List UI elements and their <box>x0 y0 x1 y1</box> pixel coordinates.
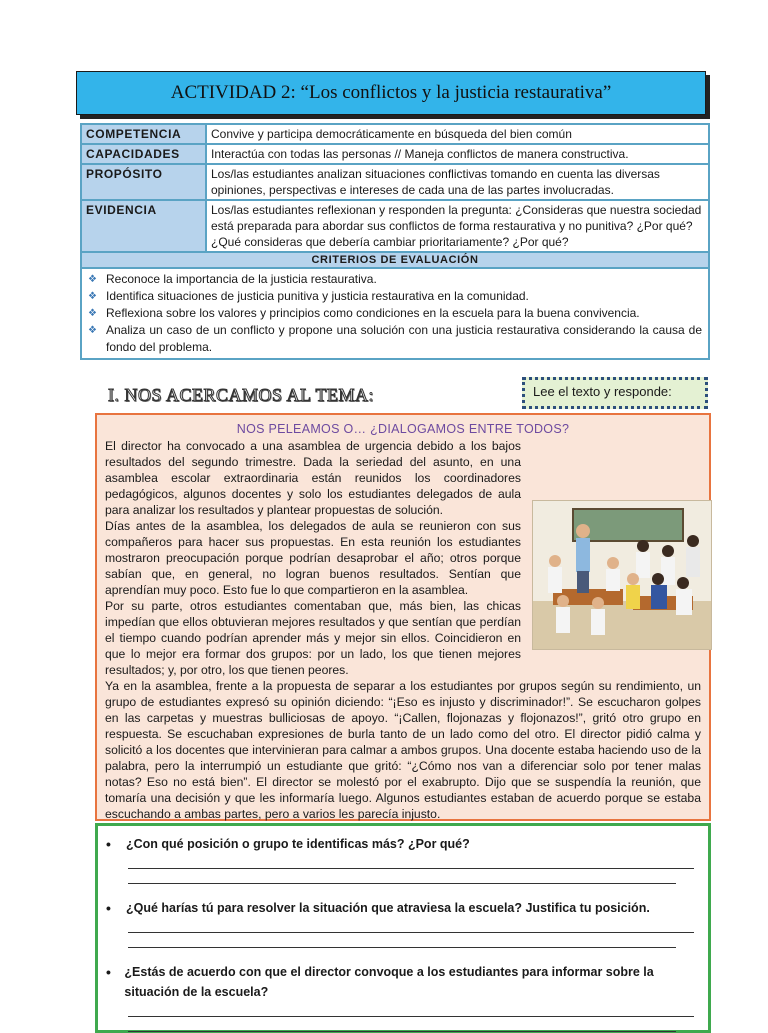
question-block <box>106 834 694 884</box>
bullet-icon: • <box>106 836 111 852</box>
answer-line[interactable] <box>128 932 694 933</box>
list-item: ❖ Analiza un caso de un conflicto y propone una solución con una justicia restaurativa considerando la causa de fondo del problema. <box>88 323 702 354</box>
question: • ¿Estás de acuerdo con que el director convoque a los estudiantes para informar sobre la situación de la escuela? <box>106 962 694 1002</box>
instruction-box: Lee el texto y responde: <box>522 377 708 409</box>
question-block <box>106 962 694 1032</box>
reading-paragraph: Ya en la asamblea, frente a la propuesta de separar a los estudiantes por grupos según su rendimiento, un grupo de estudiantes expresó su opinión diciendo: “¡Eso es injusto y discriminador!”. Se escucharon golpes en las carpetas y muestras bulliciosas de apoyo. “¡Callen, flojonazas y flojonazos!”, gritó otro grupo en respuesta. Se escuchaban expresiones de burla tanto de un lado como del otro. El director pidió calma y solicitó a los docentes que intervinieran para calmar a ambos grupos. Una docente estaba haciendo uso de la palabra, pero la interrumpió un estudiante que gritó: “¿Cómo nos van a diferenciar solo por tener malas notas? Eso no está bien”. El director se molestó por el exabrupto. Dijo que se suspendía la reunión, que tomaría una decisión y que les informaría luego. Algunos estudiantes estaban de acuerdo porque se estaba escuchando a ambas partes, pero a varios les parecía injusto. <box>105 679 701 821</box>
table-row <box>81 164 709 200</box>
table-row <box>81 144 709 164</box>
criteria-heading: CRITERIOS DE EVALUACIÓN <box>81 252 709 268</box>
table-row <box>81 200 709 252</box>
reading-paragraph: El director ha convocado a una asamblea de urgencia debido a los bajos resultados del segundo trimestre. Dada la seriedad del asunto, en una asamblea escolar extraordinaria están reunidos los coordinadores pedagógicos, algunos docentes y solo los estudiantes delegados de aula para analizar los resultados y plantear propuestas de solución. <box>105 439 521 517</box>
diamond-bullet-icon: ❖ <box>88 325 97 336</box>
row-value: Los/las estudiantes analizan situaciones conflictivas tomando en cuenta las diversas opiniones, perspectivas e intereses de cada una de las partes involucradas. <box>206 164 709 200</box>
answer-line[interactable] <box>128 1031 676 1032</box>
reading-paragraph: Por su parte, otros estudiantes comentaban que, más bien, las chicas impedían que ellos obtuvieran mejores resultados y que sentían que perdían el tiempo cuando podrían aprender más y mejor sin ellos. Coincidieron en que lo mejor era formar dos grupos: por un lado, los que tienen mejores resultados; y, por otro, los que tienen peores. <box>105 599 521 677</box>
question-block <box>106 898 694 948</box>
criteria-list <box>81 268 709 359</box>
answer-line[interactable] <box>128 1016 694 1017</box>
question: • ¿Qué harías tú para resolver la situación que atraviesa la escuela? Justifica tu posición. <box>106 900 650 916</box>
row-label: PROPÓSITO <box>81 164 206 200</box>
reading-paragraph: Días antes de la asamblea, los delegados de aula se reunieron con sus compañeros para hacer sus propuestas. En esta reunión los estudiantes mostraron preocupación porque podrían desaprobar el año; otros porque sabían que, en general, no logran buenos resultados. Sentían que aprendían muy poco. Esto fue lo que compartieron en la asamblea. <box>105 519 521 597</box>
section-heading: I. NOS ACERCAMOS AL TEMA: <box>108 385 375 405</box>
bullet-icon: • <box>106 900 111 916</box>
row-label: CAPACIDADES <box>81 144 206 164</box>
diamond-bullet-icon: ❖ <box>88 308 97 319</box>
list-item: ❖ Identifica situaciones de justicia punitiva y justicia restaurativa en la comunidad. <box>88 289 529 303</box>
classroom-illustration <box>532 500 712 650</box>
criteria-heading-row <box>81 252 709 268</box>
table-row <box>81 124 709 144</box>
bullet-icon: • <box>106 964 111 980</box>
row-label: COMPETENCIA <box>81 124 206 144</box>
reading-title: NOS PELEAMOS O… ¿DIALOGAMOS ENTRE TODOS? <box>236 422 570 436</box>
list-item: ❖ Reconoce la importancia de la justicia restaurativa. <box>88 272 377 286</box>
competency-table <box>80 123 710 360</box>
question: • ¿Con qué posición o grupo te identificas más? ¿Por qué? <box>106 836 470 852</box>
diamond-bullet-icon: ❖ <box>88 274 97 285</box>
row-value: Interactúa con todas las personas // Maneja conflictos de manera constructiva. <box>206 144 709 164</box>
diamond-bullet-icon: ❖ <box>88 291 97 302</box>
row-value: Convive y participa democráticamente en búsqueda del bien común <box>206 124 709 144</box>
questions-box <box>95 823 711 1033</box>
answer-line[interactable] <box>128 868 694 869</box>
list-item: ❖ Reflexiona sobre los valores y principios como condiciones en la escuela para la buena convivencia. <box>88 306 640 320</box>
row-label: EVIDENCIA <box>81 200 206 252</box>
activity-title: ACTIVIDAD 2: “Los conflictos y la justicia restaurativa” <box>76 71 706 115</box>
answer-line[interactable] <box>128 947 676 948</box>
row-value: Los/las estudiantes reflexionan y responden la pregunta: ¿Consideras que nuestra sociedad está preparada para abordar sus conflictos de forma restaurativa y no punitiva? ¿Por qué? ¿Qué consideras que debería cambiar prioritariamente? ¿Por qué? <box>206 200 709 252</box>
classroom-drawing <box>533 501 711 649</box>
answer-line[interactable] <box>128 883 676 884</box>
criteria-row <box>81 268 709 359</box>
